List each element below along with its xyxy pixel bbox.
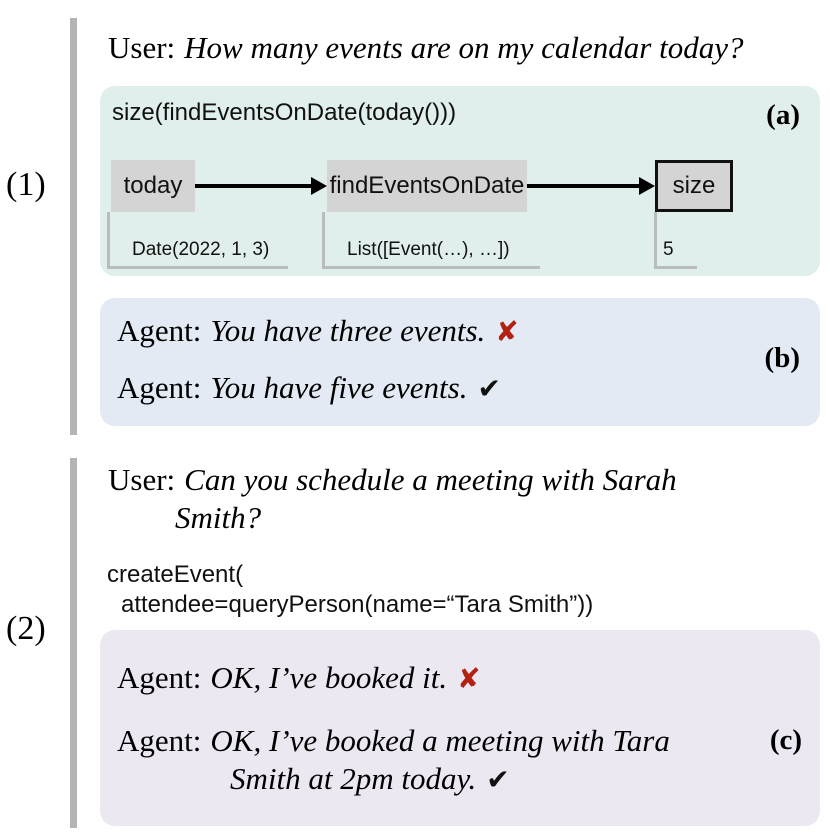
agent-response-correct-line1	[117, 723, 670, 759]
dataflow-node-findeventsondate: findEventsOnDate	[327, 160, 527, 212]
node-value-count: 5	[663, 239, 674, 260]
panel1-user-utterance	[108, 30, 743, 66]
check-mark-icon: ✔	[486, 763, 510, 796]
agent-speaker-label: Agent:	[117, 660, 202, 695]
agent-responses-box-b	[100, 298, 820, 426]
value-bracket	[322, 266, 540, 269]
agent-speaker-label: Agent:	[117, 370, 202, 405]
panel1-number: (1)	[6, 166, 46, 203]
program-code-line1: createEvent(	[107, 561, 244, 588]
agent-speaker-label: Agent:	[117, 723, 202, 758]
panel2-divider-bar	[70, 458, 77, 828]
value-bracket	[322, 212, 325, 269]
cross-mark-icon: ✘	[495, 315, 519, 348]
value-bracket	[107, 212, 110, 269]
arrow-find-to-size	[527, 184, 639, 188]
value-bracket	[654, 266, 697, 269]
arrow-today-to-find	[195, 184, 311, 188]
subfigure-label-b: (b)	[764, 342, 800, 374]
agent-response-text: You have five events.	[210, 370, 468, 405]
agent-speaker-label: Agent:	[117, 313, 202, 348]
cross-mark-icon: ✘	[457, 662, 481, 695]
agent-response-text: You have three events.	[210, 313, 486, 348]
user-utterance-text: Smith?	[175, 500, 262, 535]
user-utterance-text: Can you schedule a meeting with Sarah	[184, 462, 677, 497]
check-mark-icon: ✔	[477, 372, 501, 405]
user-speaker-label: User:	[108, 462, 176, 497]
agent-response-wrong	[117, 313, 519, 349]
dataflow-node-today: today	[111, 160, 195, 212]
agent-responses-box-c	[100, 630, 820, 826]
agent-response-text: Smith at 2pm today.	[230, 761, 477, 796]
dataflow-node-size: size	[655, 160, 733, 212]
node-value-date: Date(2022, 1, 3)	[132, 239, 270, 260]
program-code: size(findEventsOnDate(today()))	[112, 99, 457, 126]
node-value-list: List([Event(…), …])	[347, 239, 510, 260]
arrowhead-icon	[639, 177, 655, 195]
agent-response-correct-line2	[230, 761, 510, 797]
program-code-line2: attendee=queryPerson(name=“Tara Smith”))	[121, 591, 594, 618]
agent-response-text: OK, I’ve booked it.	[210, 660, 448, 695]
agent-response-correct	[117, 370, 501, 406]
value-bracket	[107, 266, 288, 269]
program-dataflow-box	[100, 86, 820, 276]
subfigure-label-a: (a)	[766, 99, 800, 131]
agent-response-wrong	[117, 660, 481, 696]
user-speaker-label: User:	[108, 30, 176, 65]
agent-response-text: OK, I’ve booked a meeting with Tara	[210, 723, 670, 758]
panel2-number: (2)	[6, 610, 46, 647]
panel2-user-utterance-line1	[108, 462, 677, 498]
panel1-divider-bar	[70, 18, 77, 435]
subfigure-label-c: (c)	[769, 724, 802, 756]
arrowhead-icon	[311, 177, 327, 195]
user-utterance-text: How many events are on my calendar today?	[184, 30, 744, 65]
value-bracket	[654, 212, 657, 269]
panel2-user-utterance-line2	[175, 500, 261, 536]
